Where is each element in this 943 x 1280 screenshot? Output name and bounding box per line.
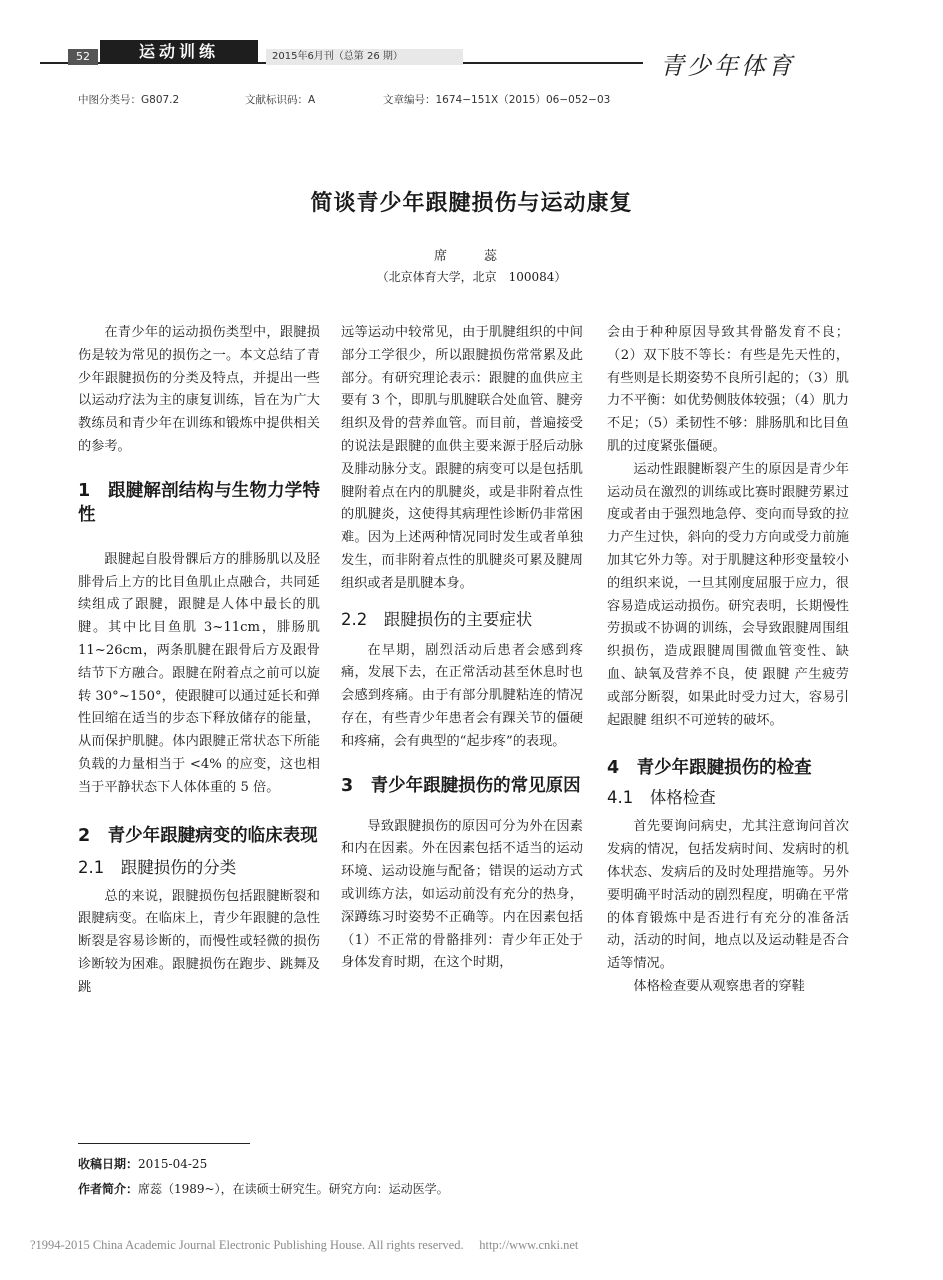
received-date (78, 1155, 207, 1172)
document-code: 文献标识码：A (245, 94, 316, 106)
article-title: 简谈青少年跟腱损伤与运动康复 (310, 191, 633, 216)
paragraph: 跟腱起自股骨髁后方的腓肠肌以及胫腓骨后上方的比目鱼肌止点融合，共同延续组成了跟腱，跟腱是人体中最长的肌腱。其中比目鱼肌 3~11cm，腓肠肌 11~26cm，两条肌腱在跟骨后方及跟骨结节下方融合。跟腱在附着点之前可以旋转 30°~150°，使跟腱可以通过延长和弹性回缩在适当的步态下释放储存的能量，从而保护肌腱。体内跟腱正常状态下所能负载的力量相当于 <4% 的应变，这也相当于平静状态下人体体重的 5 倍。 (78, 551, 320, 795)
received-label: 收稿日期： (78, 1157, 139, 1171)
section-label: 运动训练 (100, 40, 258, 64)
paragraph: 运动性跟腱断裂产生的原因是青少年运动员在激烈的训练或比赛时跟腱劳累过度或者由于强烈地急停、变向而导致的拉力产生过快，斜向的受力方向或受力前施加其它外力等。对于肌腱这种形变量较小的组织来说，一旦其刚度屈服于应力，很容易造成运动损伤。研究表明，长期慢性劳损或不协调的训练，会导致跟腱周围组织损伤，造成跟腱周围微血管变性、缺血、缺氧及营养不良，使 跟腱 产生疲劳或部分断裂，如果此时受力过大，容易引起跟腱 组织不可逆转的破坏。 (607, 461, 849, 728)
page-header (40, 40, 943, 80)
paragraph: 远等运动中较常见，由于肌腱组织的中间部分工学很少，所以跟腱损伤常常累及此部分。有研究理论表示：跟腱的血供应主要有 3 个，即肌与肌腱联合处血管、腱旁组织及骨的营养血管。而目前，普遍接受的说法是跟腱的血供主要来源于胫后动脉及腓动脉分支。跟腱的病变可以是包括肌腱附着点在内的肌腱炎，或是非附着点性的肌腱炎，这使得其病理性诊断仍非常困难。因为上述两种情况同时发生或者单独发生，而非附着点性的肌腱炎可累及腱周组织或者是肌腱本身。 (341, 325, 583, 591)
paragraph: 导致跟腱损伤的原因可分为外在因素和内在因素。外在因素包括不适当的运动环境、运动设施与配备；错误的运动方式或训练方法，如运动前没有充分的热身，深蹲练习时姿势不正确等。内在因素包括（1）不正常的骨骼排列：青少年正处于身体发育时期，在这个时期， (341, 818, 583, 971)
heading-section-2-1: 2.1 跟腱损伤的分类 (78, 857, 237, 877)
author-affiliation: （北京体育大学，北京 100084） (376, 270, 567, 284)
column-3 (607, 322, 849, 999)
page-number: 52 (68, 49, 98, 65)
heading-section-1: 1 跟腱解剖结构与生物力学特性 (78, 480, 320, 525)
journal-logo: 青少年体育 (660, 52, 795, 80)
heading-section-2: 2 青少年跟腱病变的临床表现 (78, 825, 318, 846)
heading-section-2-2: 2.2 跟腱损伤的主要症状 (341, 609, 533, 629)
copyright-notice: ?1994-2015 China Academic Journal Electronic Publishing House. All rights reserved. http://www.cnki.net (30, 1238, 579, 1252)
author-name: 席 蕊 (433, 249, 509, 264)
paragraph: 首先要询问病史，尤其注意询问首次发病的情况，包括发病时间、发病时的机体状态、发病后的及时处理措施等。另外要明确平时活动的剧烈程度，明确在平常的体育锻炼中是否进行有充分的准备活动，活动的时间，地点以及运动鞋是否合适等情况。 (607, 819, 849, 972)
paragraph: 会由于种种原因导致其骨骼发育不良；（2）双下肢不等长：有些是先天性的，有些则是长期姿势不良所引起的；（3）肌力不平衡：如优势侧肢体较强；（4）肌力不足；（5）柔韧性不够：腓肠肌和比目鱼肌的过度紧张僵硬。 (607, 325, 849, 454)
heading-section-4: 4 青少年跟腱损伤的检查 (607, 758, 812, 779)
intro-paragraph: 在青少年的运动损伤类型中，跟腱损伤是较为常见的损伤之一。本文总结了青少年跟腱损伤的分类及特点，并提出一些以运动疗法为主的康复训练，旨在为广大教练员和青少年在训练和锻炼中提供相关的参考。 (78, 325, 320, 454)
issue-label: 2015年6月刊（总第 26 期） (266, 49, 463, 65)
paragraph: 总的来说，跟腱损伤包括跟腱断裂和跟腱病变。在临床上，青少年跟腱的急性断裂是容易诊断的，而慢性或轻微的损伤诊断较为困难。跟腱损伤在跑步、跳舞及跳 (78, 888, 320, 995)
clc-number: 中图分类号：G807.2 (78, 94, 180, 106)
paragraph: 体格检查要从观察患者的穿鞋 (633, 978, 805, 994)
heading-section-4-1: 4.1 体格检查 (607, 788, 716, 808)
received-value: 2015-04-25 (138, 1157, 208, 1171)
author-bio-label: 作者简介： (78, 1182, 139, 1196)
column-1 (78, 322, 320, 1000)
author-bio (78, 1180, 449, 1197)
column-2 (341, 322, 583, 975)
article-id: 文章编号：1674−151X（2015）06−052−03 (383, 94, 611, 106)
heading-section-3: 3 青少年跟腱损伤的常见原因 (341, 775, 581, 796)
footnote-rule (78, 1143, 250, 1144)
author-bio-value: 席蕊（1989~），在读硕士研究生。研究方向：运动医学。 (138, 1182, 449, 1196)
paragraph: 在早期，剧烈活动后患者会感到疼痛，发展下去，在正常活动甚至休息时也会感到疼痛。由于有部分肌腱粘连的情况存在，有些青少年患者会有踝关节的僵硬和疼痛，会有典型的“起步疼”的表现。 (341, 642, 583, 749)
